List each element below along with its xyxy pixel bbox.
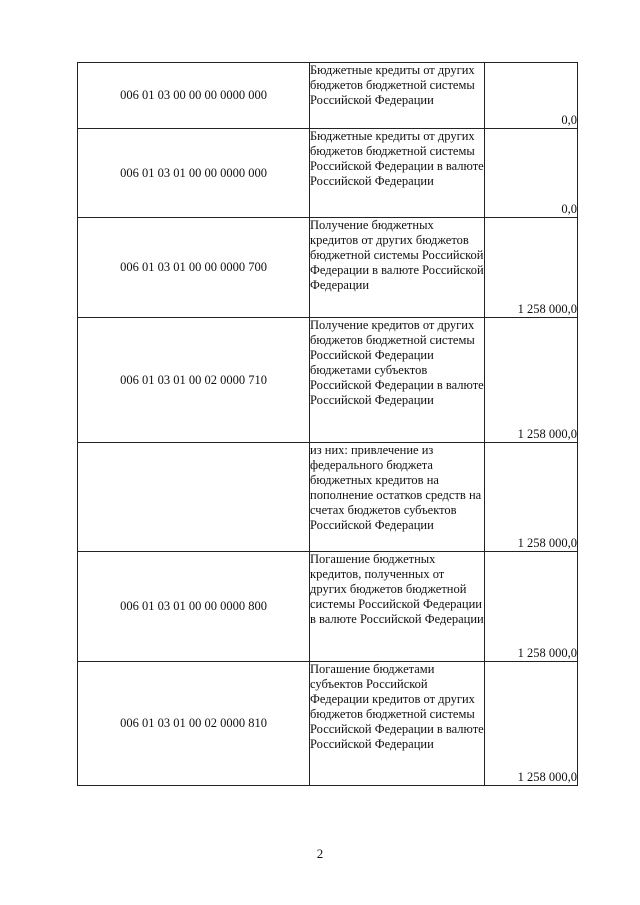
page-number: 2: [316, 846, 324, 861]
row-amount: 1 258 000,0: [485, 443, 578, 552]
budget-classification-code: 006 01 03 01 00 00 0000 000: [78, 129, 310, 218]
row-description: Погашение бюджетами субъектов Российской Федерации кредитов от других бюджетов бюджетной системы Российской Федерации в валюте Российской Федерации: [310, 662, 485, 786]
row-description: Получение бюджетных кредитов от других бюджетов бюджетной системы Российской Федерации в валюте Российской Федерации: [310, 218, 485, 318]
row-amount: 1 258 000,0: [485, 218, 578, 318]
table-row: [78, 129, 578, 218]
table-row: [78, 218, 578, 318]
budget-classification-code: 006 01 03 01 00 02 0000 810: [78, 662, 310, 786]
table-row: [78, 662, 578, 786]
row-description: Бюджетные кредиты от других бюджетов бюджетной системы Российской Федерации: [310, 63, 485, 129]
row-amount: 0,0: [485, 129, 578, 218]
row-amount: 1 258 000,0: [485, 318, 578, 443]
row-description: из них: привлечение из федерального бюджета бюджетных кредитов на пополнение остатков средств на счетах бюджетов субъектов Российской Федерации: [310, 443, 485, 552]
row-description: Погашение бюджетных кредитов, полученных от других бюджетов бюджетной системы Российской Федерации в валюте Российской Федерации: [310, 552, 485, 662]
row-description: Бюджетные кредиты от других бюджетов бюджетной системы Российской Федерации в валюте Российской Федерации: [310, 129, 485, 218]
row-description: Получение кредитов от других бюджетов бюджетной системы Российской Федерации бюджетами субъектов Российской Федерации в валюте Российской Федерации: [310, 318, 485, 443]
budget-classification-code: [78, 443, 310, 552]
table-row: [78, 63, 578, 129]
budget-classification-code: 006 01 03 01 00 00 0000 700: [78, 218, 310, 318]
row-amount: 0,0: [485, 63, 578, 129]
budget-classification-code: 006 01 03 01 00 00 0000 800: [78, 552, 310, 662]
table-row: [78, 552, 578, 662]
budget-sources-table: [77, 62, 578, 786]
table-row: [78, 318, 578, 443]
budget-classification-code: 006 01 03 01 00 02 0000 710: [78, 318, 310, 443]
row-amount: 1 258 000,0: [485, 552, 578, 662]
budget-classification-code: 006 01 03 00 00 00 0000 000: [78, 63, 310, 129]
table-row: [78, 443, 578, 552]
row-amount: 1 258 000,0: [485, 662, 578, 786]
